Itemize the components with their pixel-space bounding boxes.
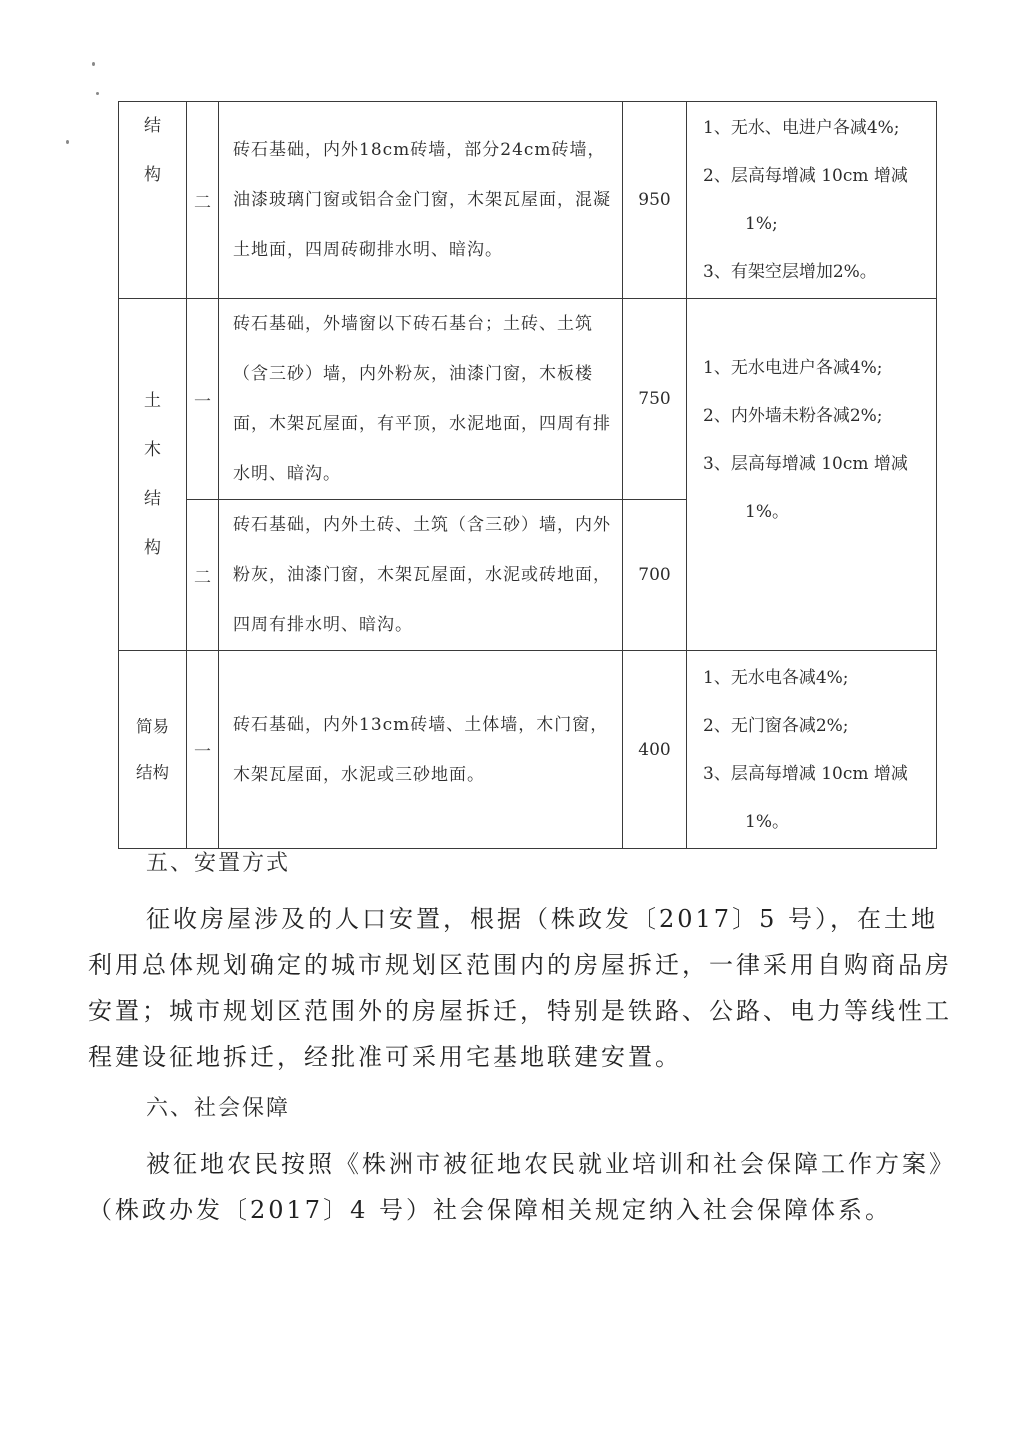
price-cell: 950: [623, 102, 687, 299]
adjustment-line: 2、无门窗各减2%;: [703, 715, 849, 736]
price-cell: 400: [623, 651, 687, 849]
house-price-table: [118, 101, 937, 849]
category-line: 结构: [136, 762, 169, 782]
description-cell: 砖石基础，内外18cm砖墙，部分24cm砖墙，油漆玻璃门窗或铝合金门窗，木架瓦屋面，混凝土地面，四周砖砌排水明、暗沟。: [219, 102, 623, 299]
category-char: 构: [144, 165, 161, 185]
adjustment-cell: [687, 651, 937, 849]
table-row: [119, 102, 937, 299]
table-row: [119, 651, 937, 849]
description-cell: 砖石基础，内外13cm砖墙、土体墙，木门窗，木架瓦屋面，水泥或三砂地面。: [219, 651, 623, 849]
scan-speck: [66, 140, 69, 144]
scan-speck: [96, 92, 99, 95]
section-heading: 六、社会保障: [146, 1096, 291, 1121]
category-char: 土: [144, 390, 161, 411]
description-cell: 砖石基础，内外土砖、土筑（含三砂）墙，内外粉灰，油漆门窗，木架瓦屋面，水泥或砖地面，四周有排水明、暗沟。: [219, 500, 623, 651]
category-char: 结: [144, 488, 161, 509]
structure-category: [119, 651, 187, 849]
adjustment-line: 2、内外墙未粉各减2%;: [703, 405, 883, 426]
adjustment-line: 1%。: [745, 501, 789, 522]
adjustment-line: 1%;: [745, 214, 778, 234]
adjustment-line: 1、无水、电进户各减4%;: [703, 118, 900, 138]
category-char: 木: [144, 439, 161, 460]
section-paragraph: 征收房屋涉及的人口安置，根据（株政发〔2017〕5 号），在土地利用总体规划确定的城市规划区范围内的房屋拆迁，一律采用自购商品房安置；城市规划区范围外的房屋拆迁，特别是铁路、公路、电力等线性工程建设征地拆迁，经批准可采用宅基地联建安置。: [88, 905, 952, 1071]
adjustment-line: 3、层高每增减 10cm 增减: [703, 763, 908, 784]
section-heading: 五、安置方式: [146, 851, 291, 876]
adjustment-line: 1、无水电各减4%;: [703, 667, 849, 688]
adjustment-cell: [687, 299, 937, 651]
grade-cell: 一: [187, 651, 219, 849]
description-cell: 砖石基础，外墙窗以下砖石基台；土砖、土筑（含三砂）墙，内外粉灰，油漆门窗，木板楼面，木架瓦屋面，有平顶，水泥地面，四周有排水明、暗沟。: [219, 299, 623, 500]
scan-speck: [92, 62, 95, 66]
category-line: 简易: [136, 716, 169, 736]
adjustment-cell: [687, 102, 937, 299]
table-row: [119, 299, 937, 500]
structure-category: [119, 299, 187, 651]
price-cell: 700: [623, 500, 687, 651]
grade-cell: 二: [187, 102, 219, 299]
adjustment-line: 1%。: [745, 811, 789, 832]
structure-category: [119, 102, 187, 299]
adjustment-line: 1、无水电进户各减4%;: [703, 357, 883, 378]
adjustment-line: 3、层高每增减 10cm 增减: [703, 453, 908, 474]
adjustment-line: 3、有架空层增加2%。: [703, 262, 877, 282]
section-paragraph: 被征地农民按照《株洲市被征地农民就业培训和社会保障工作方案》（株政办发〔2017〕4 号）社会保障相关规定纳入社会保障体系。: [88, 1150, 956, 1224]
category-char: 构: [144, 537, 161, 558]
price-cell: 750: [623, 299, 687, 500]
grade-cell: 一: [187, 299, 219, 500]
grade-cell: 二: [187, 500, 219, 651]
category-char: 结: [144, 116, 161, 136]
adjustment-line: 2、层高每增减 10cm 增减: [703, 166, 908, 186]
